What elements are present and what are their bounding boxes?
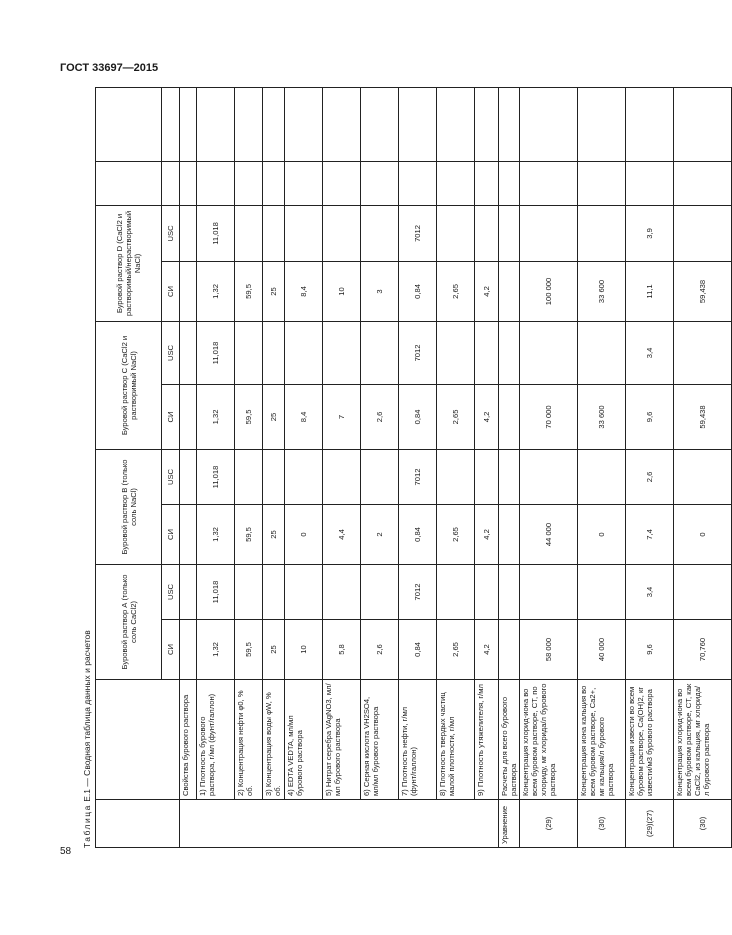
- cell-c-si: 1,32: [197, 384, 235, 449]
- cell-c-si: 33 600: [578, 384, 626, 449]
- table-row: [197, 87, 235, 847]
- header-empty-cell: [96, 680, 180, 800]
- cell-b-si: 0: [674, 504, 732, 564]
- cell-c-usc: [323, 321, 361, 384]
- cell-d-usc: 11,018: [197, 205, 235, 261]
- cell-b-si: 0,84: [399, 504, 437, 564]
- cell-b-usc: 2,6: [626, 449, 674, 504]
- cell-c-si: 9,6: [626, 384, 674, 449]
- cell-c-usc: [361, 321, 399, 384]
- cell-c-si: 2,6: [361, 384, 399, 449]
- cell-d-usc: [437, 205, 475, 261]
- row-equation: (29)(27): [626, 800, 674, 848]
- group-header-c: Буровой раствор С (CaCl2 и растворимый NaCl): [96, 321, 162, 449]
- cell-a-si: 4,2: [475, 620, 499, 680]
- header-blank-2: [96, 87, 162, 161]
- cell-a-usc: [520, 564, 578, 619]
- cell-b-usc: 7012: [399, 449, 437, 504]
- row-property: Концентрация извести во всем буровом растворе, Ca(OH)2, кг извести/м3 бурового раствора: [626, 680, 674, 800]
- cell-d-usc: 3,9: [626, 205, 674, 261]
- cell-c-si: 8,4: [285, 384, 323, 449]
- properties-header-row: [180, 87, 197, 847]
- cell-d-si: 33 600: [578, 261, 626, 321]
- row-property: 3) Концентрация воды φW, % об.: [263, 680, 285, 800]
- cell-b-usc: 11,018: [197, 449, 235, 504]
- document-code: ГОСТ 33697—2015: [60, 62, 159, 74]
- cell-b-si: 4,4: [323, 504, 361, 564]
- cell-d-si: 3: [361, 261, 399, 321]
- row-property: Концентрация иона кальция во всем буровом растворе, Ca2+, мг кальция/л бурового раствора: [578, 680, 626, 800]
- cell-a-si: 59,5: [235, 620, 263, 680]
- row-property: 2) Концентрация нефти φ0, % об.: [235, 680, 263, 800]
- cell-c-usc: 7012: [399, 321, 437, 384]
- cell-b-usc: [520, 449, 578, 504]
- cell-a-usc: [323, 564, 361, 619]
- table-row: [399, 87, 437, 847]
- cell-a-usc: 3,4: [626, 564, 674, 619]
- header-blank-1: [96, 161, 162, 205]
- cell-b-usc: [437, 449, 475, 504]
- table-row: [235, 87, 263, 847]
- cell-a-si: 58 000: [520, 620, 578, 680]
- cell-b-si: 2: [361, 504, 399, 564]
- cell-c-usc: [437, 321, 475, 384]
- table-caption-text: Е.1 — Сводная таблица данных и расчетов: [82, 630, 92, 802]
- cell-b-si: 2,65: [437, 504, 475, 564]
- cell-b-usc: [475, 449, 499, 504]
- cell-d-si: 59,438: [674, 261, 732, 321]
- group-header-b: Буровой раствор В (только соль NaCl): [96, 449, 162, 564]
- unit-header-usc: USC: [162, 321, 180, 384]
- equation-header: Уравнение: [499, 800, 520, 848]
- cell-d-si: 0,84: [399, 261, 437, 321]
- cell-a-si: 2,65: [437, 620, 475, 680]
- row-property: 7) Плотность нефти, г/мл (фунт/галлон): [399, 680, 437, 800]
- calc-section-header: Расчеты для всего бурового раствора: [499, 680, 520, 800]
- cell-a-si: 0,84: [399, 620, 437, 680]
- cell-b-si: 44 000: [520, 504, 578, 564]
- cell-b-usc: [361, 449, 399, 504]
- cell-a-si: 40 000: [578, 620, 626, 680]
- cell-b-usc: [285, 449, 323, 504]
- unit-header-si: СИ: [162, 384, 180, 449]
- table-row: [520, 87, 578, 847]
- rotated-table-block: [80, 88, 711, 848]
- cell-c-usc: [520, 321, 578, 384]
- cell-b-si: 25: [263, 504, 285, 564]
- row-property: 1) Плотность бурового раствора, г/мл (фунт/галлон): [197, 680, 235, 800]
- summary-table: [95, 87, 732, 848]
- table-caption: [80, 88, 95, 848]
- cell-b-si: 59,5: [235, 504, 263, 564]
- table-caption-prefix: Таблица: [82, 804, 92, 848]
- cell-d-si: 10: [323, 261, 361, 321]
- row-equation: (30): [674, 800, 732, 848]
- cell-b-usc: [674, 449, 732, 504]
- cell-c-si: 59,5: [235, 384, 263, 449]
- unit-header-si: СИ: [162, 261, 180, 321]
- cell-b-si: 4,2: [475, 504, 499, 564]
- table-row: [626, 87, 674, 847]
- cell-b-usc: [263, 449, 285, 504]
- cell-d-usc: [323, 205, 361, 261]
- cell-b-si: 7,4: [626, 504, 674, 564]
- cell-b-usc: [235, 449, 263, 504]
- cell-c-si: 2,65: [437, 384, 475, 449]
- cell-a-usc: [674, 564, 732, 619]
- row-property: 8) Плотность твердых частиц малой плотности, г/мл: [437, 680, 475, 800]
- cell-d-si: 4,2: [475, 261, 499, 321]
- cell-c-si: 59,438: [674, 384, 732, 449]
- cell-c-usc: 3,4: [626, 321, 674, 384]
- cell-a-si: 9,6: [626, 620, 674, 680]
- cell-a-si: 25: [263, 620, 285, 680]
- cell-b-si: 0: [578, 504, 626, 564]
- row-equation: (29): [520, 800, 578, 848]
- cell-c-usc: [578, 321, 626, 384]
- cell-a-usc: [361, 564, 399, 619]
- row-property: Концентрация хлорид-иона во всем буровом растворе, CT, по хлориду, мг хлорида/л бурового раствора: [520, 680, 578, 800]
- unit-header-si: СИ: [162, 620, 180, 680]
- cell-a-si: 70,760: [674, 620, 732, 680]
- cell-c-usc: [235, 321, 263, 384]
- unit-header-si: СИ: [162, 504, 180, 564]
- cell-d-usc: [674, 205, 732, 261]
- unit-header-usc: USC: [162, 449, 180, 504]
- unit-header-blank-1: [162, 161, 180, 205]
- table-row: [323, 87, 361, 847]
- cell-c-si: 0,84: [399, 384, 437, 449]
- unit-header-blank-2: [162, 87, 180, 161]
- row-property: 6) Серная кислота VH2SO4, мл/мл бурового раствора: [361, 680, 399, 800]
- table-row: [437, 87, 475, 847]
- cell-a-usc: [235, 564, 263, 619]
- table-row: [263, 87, 285, 847]
- cell-d-si: 8,4: [285, 261, 323, 321]
- group-header-row: [96, 87, 162, 847]
- cell-b-usc: [578, 449, 626, 504]
- page-number: 58: [60, 846, 72, 857]
- group-header-d: Буровой раствор D (CaCl2 и растворимый/нерастворимый NaCl): [96, 205, 162, 321]
- table-row: [674, 87, 732, 847]
- cell-d-usc: 7012: [399, 205, 437, 261]
- cell-d-usc: [361, 205, 399, 261]
- cell-a-usc: [263, 564, 285, 619]
- group-header-a: Буровой раствор А (только соль CaCl2): [96, 564, 162, 679]
- row-equation: (30): [578, 800, 626, 848]
- table-row: [578, 87, 626, 847]
- cell-d-si: 100 000: [520, 261, 578, 321]
- calc-header-row: [499, 87, 520, 847]
- cell-b-usc: [323, 449, 361, 504]
- unit-header-usc: USC: [162, 564, 180, 619]
- cell-d-si: 1,32: [197, 261, 235, 321]
- cell-a-usc: [578, 564, 626, 619]
- cell-d-si: 11,1: [626, 261, 674, 321]
- cell-a-usc: [475, 564, 499, 619]
- cell-c-usc: 11,018: [197, 321, 235, 384]
- row-property: 5) Нитрат серебра VAgNO3, мл/мл бурового раствора: [323, 680, 361, 800]
- table-row: [361, 87, 399, 847]
- cell-c-si: 25: [263, 384, 285, 449]
- cell-a-usc: 7012: [399, 564, 437, 619]
- properties-header: Свойства бурового раствора: [180, 680, 197, 800]
- unit-header-usc: USC: [162, 205, 180, 261]
- cell-d-usc: [475, 205, 499, 261]
- cell-d-si: 59,5: [235, 261, 263, 321]
- cell-a-si: 1,32: [197, 620, 235, 680]
- row-property: Концентрация хлорид-иона во всем буровом растворе, CT, как CaCl2, из кальция, мг хлорида/л бурового раствора: [674, 680, 732, 800]
- row-property: 9) Плотность утяжелителя, г/мл: [475, 680, 499, 800]
- cell-d-usc: [235, 205, 263, 261]
- cell-c-usc: [285, 321, 323, 384]
- cell-d-usc: [520, 205, 578, 261]
- cell-c-usc: [475, 321, 499, 384]
- cell-c-si: 7: [323, 384, 361, 449]
- cell-d-usc: [285, 205, 323, 261]
- cell-d-si: 25: [263, 261, 285, 321]
- equation-empty-cell: [180, 800, 499, 848]
- cell-c-si: 70 000: [520, 384, 578, 449]
- table-row: [285, 87, 323, 847]
- cell-c-usc: [263, 321, 285, 384]
- cell-d-usc: [263, 205, 285, 261]
- cell-a-si: 10: [285, 620, 323, 680]
- table-row: [475, 87, 499, 847]
- cell-c-usc: [674, 321, 732, 384]
- cell-b-si: 0: [285, 504, 323, 564]
- header-corner-cell: [96, 800, 180, 848]
- cell-a-usc: 11,018: [197, 564, 235, 619]
- cell-c-si: 4,2: [475, 384, 499, 449]
- cell-a-si: 5,8: [323, 620, 361, 680]
- row-property: 4) EDTA VEDTA, мл/мл бурового раствора: [285, 680, 323, 800]
- cell-a-si: 2,6: [361, 620, 399, 680]
- cell-a-usc: [437, 564, 475, 619]
- cell-a-usc: [285, 564, 323, 619]
- cell-d-usc: [578, 205, 626, 261]
- cell-d-si: 2,65: [437, 261, 475, 321]
- cell-b-si: 1,32: [197, 504, 235, 564]
